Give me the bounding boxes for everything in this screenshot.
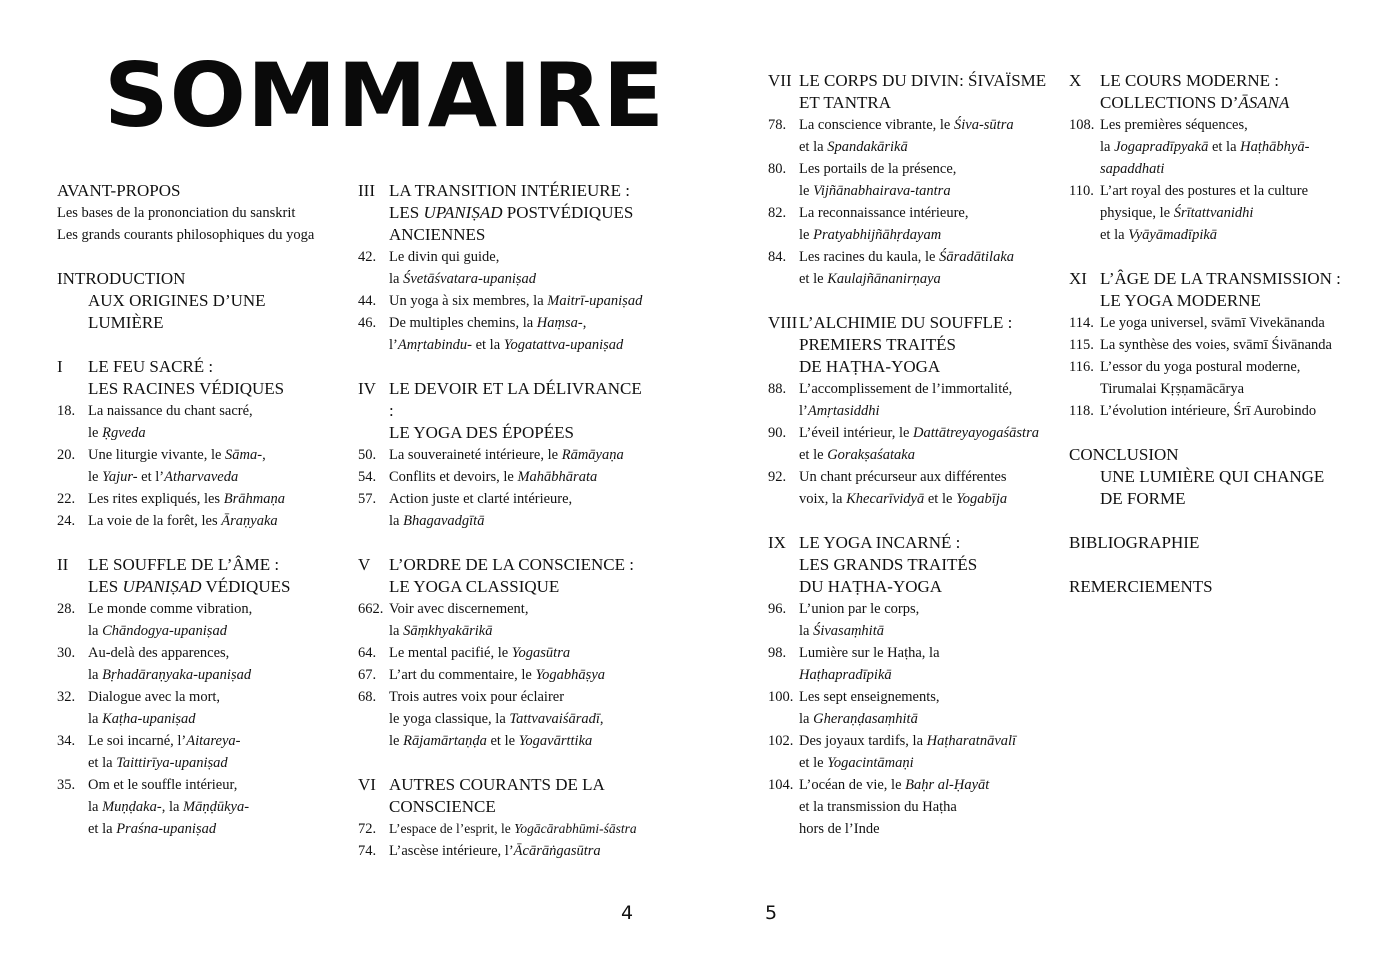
chapter-heading[interactable]: VIII L’ALCHIMIE DU SOUFFLE : PREMIERS TRAITÉS DE HAṬHA-YOGA [768,313,1013,376]
toc-entry[interactable]: Les grands courants philosophiques du yoga [57,227,315,243]
toc-entry[interactable]: 108. Les premières séquences, la Jogapradīpyakā et la Haṭhābhyā- sapaddhati [1069,114,1359,180]
toc-chapter-IX [768,532,1058,840]
toc-entry[interactable]: 20. Une liturgie vivante, le Sāma-, le Yajur- et l’Atharvaveda [57,444,347,488]
toc-chapter-VII [768,70,1058,290]
toc-entry[interactable]: 64. Le mental pacifié, le Yogasūtra [358,642,648,664]
toc-entry[interactable]: 98. Lumière sur le Haṭha, la Haṭhapradīpikā [768,642,1058,686]
chapter-title: LE FEU SACRÉ : [88,357,214,376]
toc-chapter-X [1069,70,1359,246]
chapter-number: V [358,555,371,574]
toc-entry[interactable]: 34. Le soi incarné, l’Aitareya- et la Taittirīya-upaniṣad [57,730,347,774]
toc-entry[interactable]: 84. Les racines du kaula, le Śāradātilaka et le Kaulajñānanirṇaya [768,246,1058,290]
toc-heading-subtitle: DE FORME [1100,489,1186,508]
toc-entry[interactable]: 102. Des joyaux tardifs, la Haṭharatnāvalī et le Yogacintāmaṇi [768,730,1058,774]
toc-entry[interactable]: 18. La naissance du chant sacré, le Ṛgveda [57,400,347,444]
page-number: 46. [358,315,377,331]
page-number-right: 5 [765,902,778,924]
page-number: 44. [358,293,377,309]
toc-entry[interactable]: 82. La reconnaissance intérieure, le Pratyabhijñāhṛdayam [768,202,1058,246]
toc-entry[interactable]: Les bases de la prononciation du sanskrit [57,205,296,221]
toc-heading[interactable]: BIBLIOGRAPHIE [1069,533,1200,552]
page-number: 24. [57,513,76,529]
toc-entry[interactable]: 74. L’ascèse intérieure, l’Ācārāṅgasūtra [358,840,648,862]
toc-entry[interactable]: 32. Dialogue avec la mort, la Kaṭha-upaniṣad [57,686,347,730]
toc-entry[interactable]: 90. L’éveil intérieur, le Dattātreyayogaśāstra et le Gorakṣaśataka [768,422,1058,466]
toc-heading-subtitle: UNE LUMIÈRE QUI CHANGE [1100,467,1325,486]
page-number: 104. [768,777,794,793]
toc-chapter-V [358,554,648,752]
chapter-number: IX [768,533,786,552]
page-title: SOMMAIRE [104,44,666,147]
toc-entry[interactable]: 68. Trois autres voix pour éclairer le yoga classique, la Tattvavaiśāradī, le Rājamārtaṇḍa et le Yogavārttika [358,686,648,752]
page-number: 98. [768,645,787,661]
chapter-title: LE SOUFFLE DE L’ÂME : [88,555,280,574]
toc-section-bibliographie [1069,532,1359,554]
page-number: 84. [768,249,787,265]
page-number: 74. [358,843,377,859]
toc-entry[interactable]: 662. Voir avec discernement, la Sāṃkhyakārikā [358,598,648,642]
toc-chapter-VIII [768,312,1058,510]
chapter-number: X [1069,71,1082,90]
toc-entry[interactable]: 46. De multiples chemins, la Haṃsa-, l’Amṛtabindu- et la Yogatattva-upaniṣad [358,312,648,356]
toc-heading[interactable]: AVANT-PROPOS [57,181,181,200]
toc-entry[interactable]: 80. Les portails de la présence, le Vijñānabhairava-tantra [768,158,1058,202]
toc-section-remerciements [1069,576,1359,598]
page-number: 662. [358,601,384,617]
toc-chapter-I [57,356,347,532]
chapter-heading[interactable]: IV LE DEVOIR ET LA DÉLIVRANCE : LE YOGA DES ÉPOPÉES [358,379,642,442]
toc-entry[interactable]: 100. Les sept enseignements, la Gheraṇḍasaṃhitā [768,686,1058,730]
toc-section-conclusion [1069,444,1359,510]
toc-column-4 [1069,70,1359,620]
page-number: 35. [57,777,76,793]
page-number: 20. [57,447,76,463]
toc-chapter-III [358,180,648,356]
toc-column-3 [768,70,1058,862]
chapter-number: IV [358,379,376,398]
toc-entry[interactable]: 78. La conscience vibrante, le Śiva-sūtra et la Spandakārikā [768,114,1058,158]
page-number: 30. [57,645,76,661]
page-number: 118. [1069,403,1094,419]
page-number: 115. [1069,337,1094,353]
page-number: 88. [768,381,787,397]
toc-entry[interactable]: 116. L’essor du yoga postural moderne, Tirumalai Kṛṣṇamācārya [1069,356,1359,400]
chapter-number: VIII [768,313,798,332]
page-number: 78. [768,117,787,133]
page-number: 100. [768,689,794,705]
toc-heading[interactable] [1069,444,1359,510]
toc-entry[interactable]: 72. L’espace de l’esprit, le Yogācārabhūmi-śāstra [358,818,648,840]
toc-section-avant-propos [57,180,347,246]
chapter-heading[interactable]: XI L’ÂGE DE LA TRANSMISSION : LE YOGA MODERNE [1069,269,1341,310]
toc-entry[interactable]: 114. Le yoga universel, svāmī Vivekānanda [1069,312,1359,334]
chapter-heading[interactable] [57,356,347,400]
toc-entry[interactable]: 115. La synthèse des voies, svāmī Śivānanda [1069,334,1359,356]
page-number: 80. [768,161,787,177]
toc-heading[interactable]: REMERCIEMENTS [1069,577,1213,596]
chapter-title: LES RACINES VÉDIQUES [88,379,285,398]
page-number: 110. [1069,183,1094,199]
chapter-number: VII [768,71,792,90]
toc-heading-label: INTRODUCTION [57,269,186,288]
page-number: 72. [358,821,377,837]
toc-entry[interactable]: 54. Conflits et devoirs, le Mahābhārata [358,466,648,488]
toc-heading-subtitle: AUX ORIGINES D’UNE [88,291,266,310]
chapter-number: II [57,555,69,574]
page-number: 82. [768,205,787,221]
chapter-number: XI [1069,269,1087,288]
page-number: 57. [358,491,377,507]
chapter-heading[interactable]: VII LE CORPS DU DIVIN: ŚIVAÏSME ET TANTRA [768,71,1047,112]
page-number: 116. [1069,359,1094,375]
toc-entry[interactable]: 88. L’accomplissement de l’immortalité, l’Amṛtasiddhi [768,378,1058,422]
page-number-left: 4 [621,902,634,924]
toc-entry[interactable]: 24. La voie de la forêt, les Āraṇyaka [57,510,347,532]
chapter-heading[interactable]: VI AUTRES COURANTS DE LA CONSCIENCE [358,775,605,816]
toc-entry[interactable]: 22. Les rites expliqués, les Brāhmaṇa [57,488,347,510]
toc-heading-label: CONCLUSION [1069,445,1179,464]
toc-entry[interactable]: 44. Un yoga à six membres, la Maitrī-upaniṣad [358,290,648,312]
toc-entry[interactable]: 57. Action juste et clarté intérieure, la Bhagavadgītā [358,488,648,532]
toc-section-introduction [57,268,347,334]
toc-heading[interactable] [57,268,347,334]
toc-chapter-II [57,554,347,840]
toc-entry[interactable]: 50. La souveraineté intérieure, le Rāmāyaṇa [358,444,648,466]
toc-entry[interactable]: 118. L’évolution intérieure, Śrī Aurobindo [1069,400,1359,422]
page-number: 28. [57,601,76,617]
toc-column-1 [57,180,347,862]
toc-entry[interactable]: 110. L’art royal des postures et la culture physique, le Śrītattvanidhi et la Vyāyāmadīpikā [1069,180,1359,246]
page-number: 114. [1069,315,1094,331]
toc-entry[interactable]: 35. Om et le souffle intérieur, la Muṇḍaka-, la Māṇḍūkya- et la Praśna-upaniṣad [57,774,347,840]
toc-chapter-XI [1069,268,1359,422]
chapter-heading[interactable]: X LE COURS MODERNE : COLLECTIONS D’ĀSANA [1069,71,1290,112]
chapter-number: III [358,181,375,200]
toc-entry[interactable]: 92. Un chant précurseur aux différentes voix, la Khecarīvidyā et le Yogabīja [768,466,1058,510]
chapter-heading[interactable]: V L’ORDRE DE LA CONSCIENCE : LE YOGA CLASSIQUE [358,555,634,596]
toc-chapter-VI [358,774,648,862]
page-number: 18. [57,403,76,419]
chapter-number: VI [358,775,376,794]
page-number: 90. [768,425,787,441]
toc-entry[interactable]: 96. L’union par le corps, la Śivasaṃhitā [768,598,1058,642]
toc-chapter-IV [358,378,648,532]
chapter-heading[interactable]: II LE SOUFFLE DE L’ÂME : LES UPANIṢAD VÉDIQUES [57,555,291,596]
page-number: 67. [358,667,377,683]
toc-entry[interactable]: 67. L’art du commentaire, le Yogabhāṣya [358,664,648,686]
page-number: 50. [358,447,377,463]
toc-column-2 [358,180,648,884]
toc-entry[interactable]: 42. Le divin qui guide, la Śvetāśvatara-upaniṣad [358,246,648,290]
page-number: 96. [768,601,787,617]
page-number: 22. [57,491,76,507]
chapter-heading[interactable]: III LA TRANSITION INTÉRIEURE : LES UPANIṢAD POSTVÉDIQUES ANCIENNES [358,181,634,244]
toc-entry[interactable]: 30. Au-delà des apparences, la Bṛhadāraṇyaka-upaniṣad [57,642,347,686]
page-number: 102. [768,733,794,749]
page-number: 42. [358,249,377,265]
toc-entry[interactable]: 28. Le monde comme vibration, la Chāndogya-upaniṣad [57,598,347,642]
page-number: 92. [768,469,787,485]
page-number: 108. [1069,117,1095,133]
page-number: 32. [57,689,76,705]
page-number: 34. [57,733,76,749]
page-number: 64. [358,645,377,661]
toc-entry[interactable]: 104. L’océan de vie, le Baḥr al-Ḥayāt et la transmission du Haṭha hors de l’Inde [768,774,1058,840]
chapter-number: I [57,357,63,376]
page-number: 68. [358,689,377,705]
toc-heading-subtitle: LUMIÈRE [88,313,164,332]
chapter-heading[interactable]: IX LE YOGA INCARNÉ : LES GRANDS TRAITÉS DU HAṬHA-YOGA [768,533,978,596]
page-number: 54. [358,469,377,485]
